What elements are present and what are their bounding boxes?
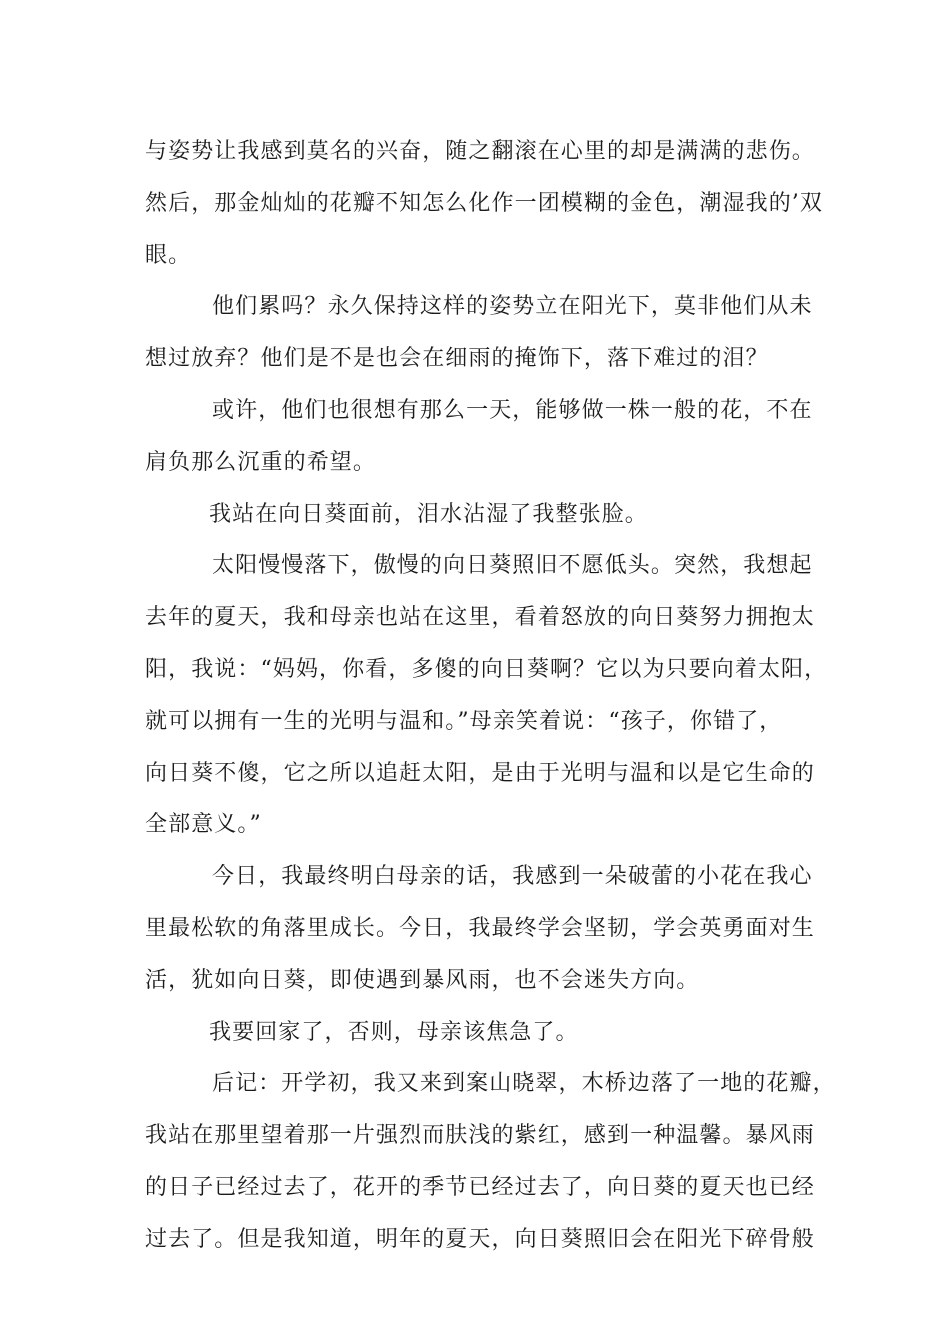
paragraph-first-line: 今日，我最终明白母亲的话，我感到一朵破蕾的小花在我心: [212, 864, 813, 890]
text-line: 我站在那里望着那一片强烈而肤浅的紫红，感到一种温馨。暴风雨: [145, 1123, 815, 1149]
paragraph-first-line: 后记：开学初，我又来到案山晓翠，木桥边落了一地的花瓣，: [212, 1071, 836, 1097]
paragraph-first-line: 或许，他们也很想有那么一天，能够做一株一般的花，不在: [212, 397, 813, 423]
text-line: 的日子已经过去了，花开的季节已经过去了，向日葵的夏天也已经: [145, 1174, 815, 1200]
text-line: 里最松软的角落里成长。今日，我最终学会坚韧，学会英勇面对生: [145, 915, 815, 941]
text-line: 然后，那金灿灿的花瓣不知怎么化作一团模糊的金色，潮湿我的’双: [145, 190, 823, 216]
paragraph-first-line: 太阳慢慢落下，傲慢的向日葵照旧不愿低头。突然，我想起: [212, 553, 813, 579]
text-line: 活，犹如向日葵，即使遇到暴风雨，也不会迷失方向。: [145, 967, 700, 993]
text-line: 阳，我说：“妈妈，你看，多傻的向日葵啊？它以为只要向着太阳，: [145, 656, 828, 682]
paragraph-first-line: 他们累吗？永久保持这样的姿势立在阳光下，莫非他们从未: [212, 294, 813, 320]
text-line: 想过放弃？他们是不是也会在细雨的掩饰下，落下难过的泪？: [145, 346, 769, 372]
text-line: 全部意义。”: [145, 812, 262, 838]
text-line: 眼。: [145, 242, 192, 268]
text-line: 肩负那么沉重的希望。: [145, 449, 377, 475]
paragraph-first-line: 我要回家了，否则，母亲该焦急了。: [209, 1019, 579, 1045]
text-line: 去年的夏天，我和母亲也站在这里，看着怒放的向日葵努力拥抱太: [145, 605, 815, 631]
document-body: [145, 126, 836, 1266]
paragraph-first-line: 我站在向日葵面前，泪水沾湿了我整张脸。: [209, 501, 648, 527]
text-line: 与姿势让我感到莫名的兴奋，随之翻滚在心里的却是满满的悲伤。: [145, 139, 815, 164]
text-line: 向日葵不傻，它之所以追赶太阳，是由于光明与温和以是它生命的: [145, 760, 815, 786]
text-line: 就可以拥有一生的光明与温和。”母亲笑着说：“孩子，你错了，: [145, 708, 783, 734]
text-line: 过去了。但是我知道，明年的夏天，向日葵照旧会在阳光下碎骨般: [145, 1226, 815, 1252]
